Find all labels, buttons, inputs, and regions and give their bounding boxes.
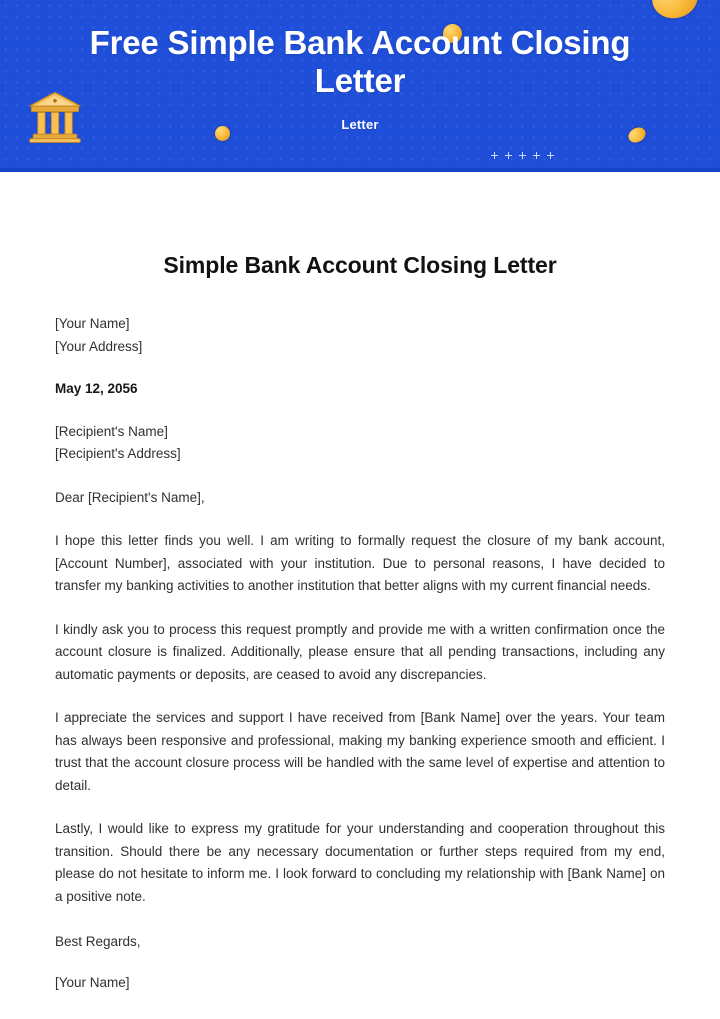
body-paragraph: I kindly ask you to process this request promptly and provide me with a written confirmation once the account closure is finalized. Additionally, please ensure that all pending transactions, including any automatic payments or deposits, are ceased to avoid any discrepancies. [55,621,665,682]
body-paragraph: Lastly, I would like to express my gratitude for your understanding and cooperation throughout this transition. Should there be any necessary documentation or further steps required from my end, please do not hesitate to inform me. I look forward to concluding my relationship with [Bank Name] on a positive note. [55,821,665,904]
letter-date: May 12, 2056 [55,381,138,396]
banner-header [0,0,720,172]
salutation: Dear [Recipient's Name], [55,489,205,505]
banner-title: Free Simple Bank Account Closing Letter [89,24,631,99]
recipient-address: [Recipient's Address] [55,446,181,461]
body-paragraph: I appreciate the services and support I have received from [Bank Name] over the years. Your team has always been responsive and professional, making my banking experience smooth and efficient. I trust that the account closure process will be handled with the same level of expertise and attention to detail. [55,710,665,793]
spacer [55,358,665,378]
banner-subtitle: Letter [341,117,379,132]
sender-name: [Your Name] [55,316,130,331]
body-paragraph: I hope this letter finds you well. I am writing to formally request the closure of my bank account, [Account Number], associated with your institution. Due to personal reasons, I have decided to transfer my banking activities to another institution that better aligns with my current financial needs. [55,533,665,593]
letter-document [0,252,720,994]
page-title: Simple Bank Account Closing Letter [163,252,557,278]
signature-name: [Your Name] [55,974,130,990]
sender-address: [Your Address] [55,338,143,354]
spacer [55,279,665,313]
spacer [55,466,665,487]
spacer [55,401,665,421]
sender-block [55,313,665,358]
recipient-name: [Recipient's Name] [55,423,168,439]
spacer [55,954,665,972]
recipient-block [55,421,665,466]
closing-salutation: Best Regards, [55,934,141,949]
